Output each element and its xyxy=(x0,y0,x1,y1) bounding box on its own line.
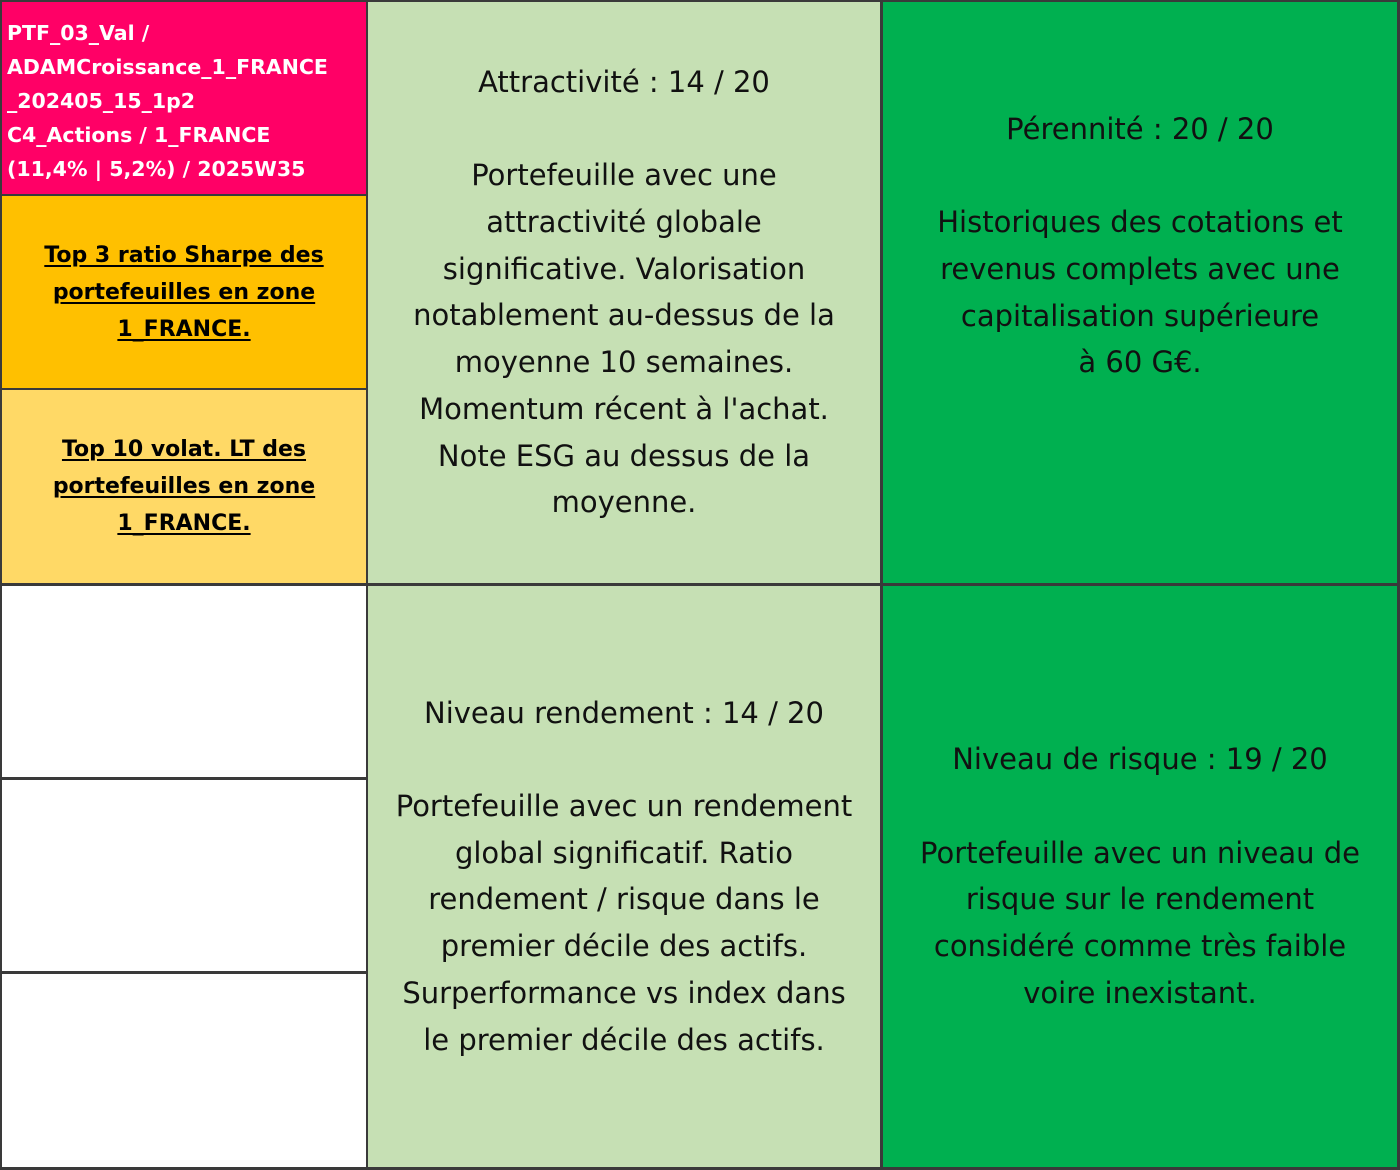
description-line: attractivité globale xyxy=(486,205,762,240)
description-line: Note ESG au dessus de la xyxy=(437,438,811,473)
portfolio-title-cell xyxy=(2,2,366,194)
description-line: à 60 G€. xyxy=(1078,345,1202,380)
empty-cell xyxy=(2,780,366,971)
risque-score-heading: Niveau de risque : 19 / 20 xyxy=(952,742,1328,777)
portfolio-title-line: PTF_03_Val / xyxy=(7,21,150,45)
sharpe-ranking-cell xyxy=(2,196,366,388)
description-line: Surperformance vs index dans xyxy=(402,975,846,1010)
perennite-description xyxy=(883,199,1397,386)
perennite-score-heading: Pérennité : 20 / 20 xyxy=(1006,111,1274,146)
portfolio-title-line: ADAMCroissance_1_FRANCE xyxy=(7,55,328,79)
volatility-ranking-line: 1_FRANCE. xyxy=(117,511,251,536)
description-line: considéré comme très faible xyxy=(933,929,1347,964)
sharpe-ranking-line: portefeuilles en zone xyxy=(52,279,316,305)
volatility-ranking-line: portefeuilles en zone xyxy=(52,474,316,499)
rendement-score-heading: Niveau rendement : 14 / 20 xyxy=(424,695,824,730)
volatility-ranking-line: Top 10 volat. LT des xyxy=(61,437,307,462)
description-line: le premier décile des actifs. xyxy=(423,1022,825,1057)
description-line: Portefeuille avec un niveau de xyxy=(920,835,1360,870)
attractivite-description xyxy=(368,152,880,526)
risque-score-cell xyxy=(883,586,1397,1167)
sharpe-ranking-line: 1_FRANCE. xyxy=(117,316,251,342)
description-line: moyenne. xyxy=(551,485,697,520)
volatility-ranking-text xyxy=(53,431,315,542)
description-line: global significatif. Ratio xyxy=(454,835,794,870)
empty-cell xyxy=(2,974,366,1167)
rendement-description xyxy=(368,783,880,1063)
description-line: rendement / risque dans le xyxy=(428,882,820,917)
description-line: Portefeuille avec une xyxy=(471,158,777,193)
description-line: risque sur le rendement xyxy=(965,882,1315,917)
attractivite-score-heading: Attractivité : 14 / 20 xyxy=(478,64,770,99)
description-line: significative. Valorisation xyxy=(442,251,806,286)
sharpe-ranking-text xyxy=(44,237,323,348)
portfolio-title-line: C4_Actions / 1_FRANCE xyxy=(7,123,271,147)
description-line: moyenne 10 semaines. xyxy=(454,345,794,380)
volatility-ranking-cell xyxy=(2,390,366,583)
description-line: Momentum récent à l'achat. xyxy=(419,391,829,426)
description-line: voire inexistant. xyxy=(1023,975,1257,1010)
rendement-score-cell xyxy=(368,586,880,1167)
description-line: premier décile des actifs. xyxy=(440,929,808,964)
sharpe-ranking-line: Top 3 ratio Sharpe des xyxy=(44,242,324,268)
description-line: capitalisation supérieure xyxy=(960,298,1320,333)
portfolio-title-line: _202405_15_1p2 xyxy=(7,89,196,113)
empty-cell xyxy=(2,586,366,777)
description-line: Portefeuille avec un rendement xyxy=(395,789,853,824)
perennite-score-cell xyxy=(883,2,1397,583)
description-line: Historiques des cotations et xyxy=(937,205,1343,240)
description-line: revenus complets avec une xyxy=(940,251,1340,286)
attractivite-score-cell xyxy=(368,2,880,583)
portfolio-title-line: (11,4% | 5,2%) / 2025W35 xyxy=(7,157,306,181)
risque-description xyxy=(883,830,1397,1017)
description-line: notablement au-dessus de la xyxy=(413,298,835,333)
